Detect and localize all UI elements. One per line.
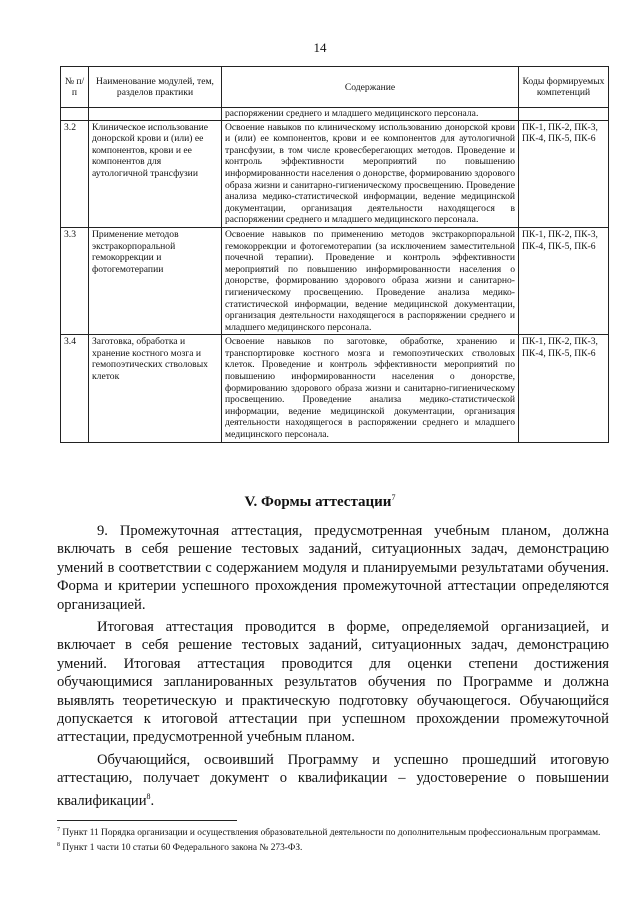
table-header-row [61,67,609,108]
paragraph-text: Обучающийся, освоивший Программу и успешно прошедший итоговую аттестацию, получает документ о квалификации – удостоверение о повышении квалификации [57,751,609,809]
cell-codes: ПК-1, ПК-2, ПК-3, ПК-4, ПК-5, ПК-6 [519,227,609,334]
page-number: 14 [313,40,327,55]
paragraph-final-attestation: Итоговая аттестация проводится в форме, определяемой организацией, и включает в себя решение тестовых заданий, ситуационных задач, демонстрацию умений. Итоговая аттестация проводится для оценки степени достижения обучающимися запланированных результатов обучения по Программе и должна выявлять теоретическую и практическую подготовку обучающегося. Обучающийся допускается к итоговой аттестации при успешном прохождении промежуточной аттестации, предусмотренной учебным планом. [57,619,609,746]
footnote-divider [57,820,237,821]
cell-name: Применение методов экстракорпоральной гемокоррекции и фотогемотерапии [89,227,222,334]
footnote-item [57,839,609,854]
table-row-continuation [61,108,609,121]
footnotes [57,824,609,854]
header-codes: Коды формируемых компетенций [519,67,609,108]
cell-name: Клиническое использование донорской крови и (или) ее компонентов, крови и ее компонентов для аутологичной трансфузии [89,120,222,227]
paragraph-end: . [150,792,155,809]
header-num: № п/п [61,67,89,108]
cell-num [61,108,89,121]
cell-codes: ПК-1, ПК-2, ПК-3, ПК-4, ПК-5, ПК-6 [519,120,609,227]
section-title-text: V. Формы аттестации [244,494,392,510]
cell-num: 3.4 [61,335,89,442]
footnote-number: 8 [57,842,60,849]
footnote-text: Пункт 1 части 10 статьи 60 Федерального закона № 273-ФЗ. [62,843,303,854]
cell-content: распоряжении среднего и младшего медицинского персонала. [222,108,519,121]
cell-num: 3.2 [61,120,89,227]
cell-content: Освоение навыков по применению методов экстракорпоральной гемокоррекции и фотогемотерапии (за исключением заместительной почечной терапии). Проведение и контроль эффективности мероприятий по повышению информированности населения о донорстве, формированию здорового образа жизни и санитарно-гигиеническому просвещению. Проведение анализа медико-статистической информации, ведение медицинской документации, организация деятельности находящегося в распоряжении среднего и младшего медицинского персонала. [222,227,519,334]
footnote-ref-8: 8 [146,791,151,801]
header-name: Наименование модулей, тем, разделов практики [89,67,222,108]
cell-name [89,108,222,121]
cell-content: Освоение навыков по клиническому использованию донорской крови и (или) ее компонентов, крови и ее компонентов для аутологичной трансфузии, в том числе кровесберегающих методов. Проведение и контроль эффективности мероприятий по повышению информированности населения о донорстве, формированию здорового образа жизни и санитарно-гигиеническому просвещению. Проведение анализа медико-статистической информации, ведение медицинской документации, организация деятельности находящегося в распоряжении среднего и младшего медицинского персонала. [222,120,519,227]
body-text [57,522,609,814]
program-table [60,66,609,443]
table-row [61,120,609,227]
footnote-item [57,824,609,839]
section-title [0,493,640,511]
header-content: Содержание [222,67,519,108]
cell-codes [519,108,609,121]
cell-codes: ПК-1, ПК-2, ПК-3, ПК-4, ПК-5, ПК-6 [519,335,609,442]
cell-num: 3.3 [61,227,89,334]
table-row [61,227,609,334]
table-row [61,335,609,442]
footnote-ref-7: 7 [391,493,396,502]
footnote-number: 7 [57,827,60,833]
footnote-text: Пункт 11 Порядка организации и осуществления образовательной деятельности по дополнительным профессиональным программам. [62,828,601,839]
cell-name: Заготовка, обработка и хранение костного мозга и гемопоэтических стволовых клеток [89,335,222,442]
paragraph-qualification-document [57,751,609,810]
paragraph-interim-attestation: 9. Промежуточная аттестация, предусмотренная учебным планом, должна включать в себя решение тестовых заданий, ситуационных задач, демонстрацию умений в соответствии с содержанием модуля и планируемыми результатами обучения. Форма и критерии успешного прохождения промежуточной аттестации определяются организацией. [57,523,609,613]
cell-content: Освоение навыков по заготовке, обработке, хранению и транспортировке костного мозга и гемопоэтических стволовых клеток. Проведение и контроль эффективности мероприятий по повышению информированности населения о донорстве, формированию здорового образа жизни и санитарно-гигиеническому просвещению. Проведение анализа медико-статистической информации, ведение медицинской документации, организация деятельности находящегося в распоряжении среднего и младшего медицинского персонала. [222,335,519,442]
